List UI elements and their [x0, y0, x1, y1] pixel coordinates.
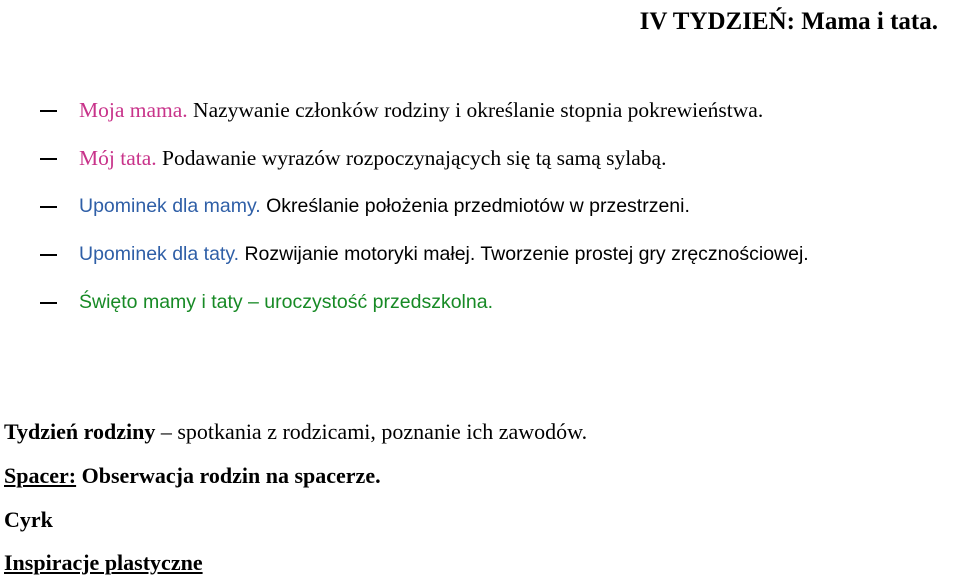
item-label: Moja mama. — [79, 98, 188, 122]
item-label: Upominek dla mamy. — [79, 195, 261, 217]
dash-bullet-icon — [40, 254, 57, 256]
item-label: Święto mamy i taty – uroczystość przedszkolna. — [79, 291, 493, 313]
list-item-text — [79, 190, 690, 222]
item-label: Upominek dla taty. — [79, 243, 240, 265]
item-description: Rozwijanie motoryki małej. Tworzenie prostej gry zręcznościowej. — [239, 243, 809, 265]
family-week-line — [4, 417, 587, 447]
circus-heading: Cyrk — [4, 507, 53, 532]
walk-line — [4, 461, 381, 491]
item-label: Mój tata. — [79, 146, 157, 170]
list-item-text — [79, 94, 763, 126]
dash-bullet-icon — [40, 110, 57, 112]
dash-bullet-icon — [40, 158, 57, 160]
page-title: IV TYDZIEŃ: Mama i tata. — [639, 8, 938, 35]
walk-description: Obserwacja rodzin na spacerze. — [76, 463, 381, 488]
dash-bullet-icon — [40, 206, 57, 208]
family-week-heading: Tydzień rodziny — [4, 419, 156, 444]
walk-heading: Spacer: — [4, 463, 77, 488]
family-week-description: – spotkania z rodzicami, poznanie ich zawodów. — [155, 419, 588, 444]
item-description: Podawanie wyrazów rozpoczynających się tą samą sylabą. — [156, 146, 667, 170]
art-inspirations-heading: Inspiracje plastyczne — [4, 550, 203, 575]
item-description: Nazywanie członków rodziny i określanie stopnia pokrewieństwa. — [187, 98, 764, 122]
item-description: Określanie położenia przedmiotów w przestrzeni. — [260, 195, 690, 217]
list-item-text — [79, 286, 493, 318]
list-item-text — [79, 142, 666, 174]
list-item-text — [79, 238, 809, 270]
dash-bullet-icon — [40, 302, 57, 304]
